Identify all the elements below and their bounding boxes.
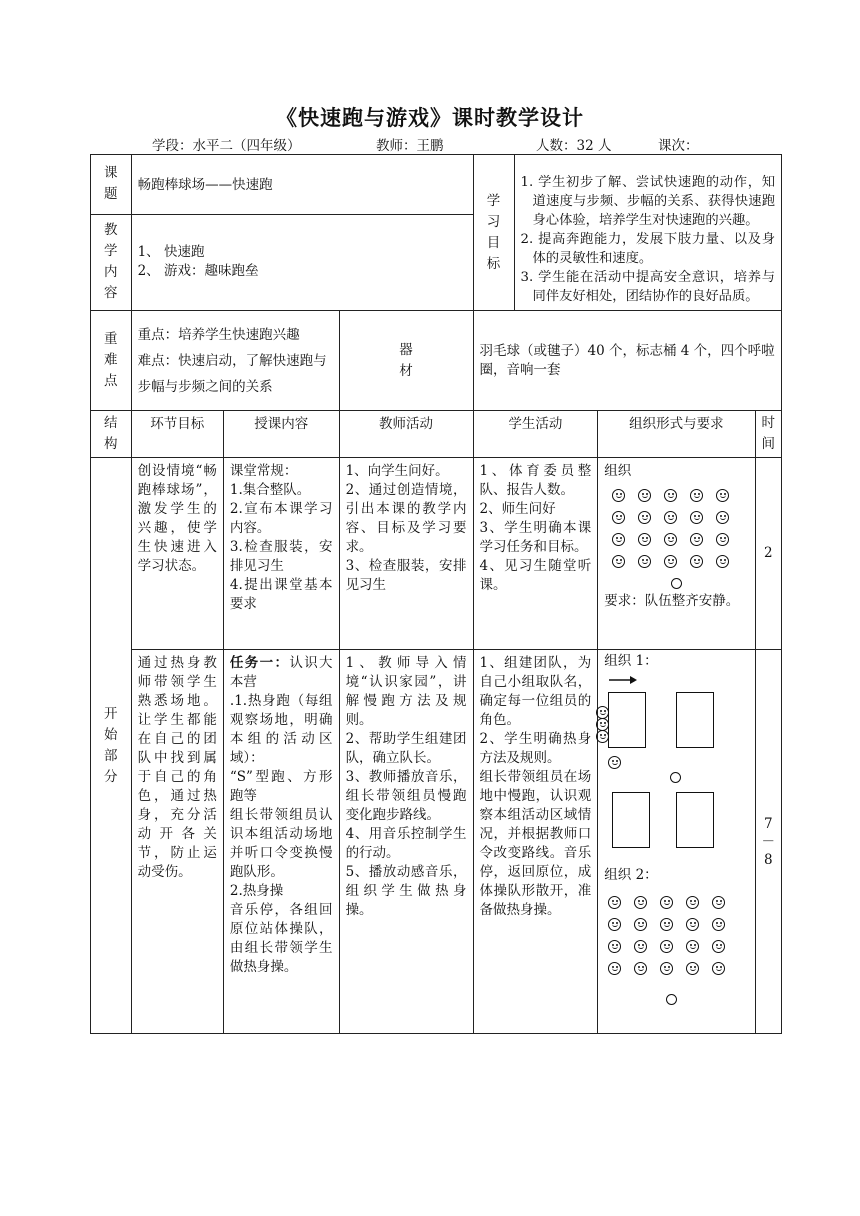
row2-content: 任务一：认识大本营 .1.热身跑（每组观察场地，明确本组的活动区域）： “S”型跑、方形跑等 组长带领组员认识本组活动场地并听口令变换慢跑队形。 2.热身操 音乐停，各组回原位站体操队，由组长带领学生做热身操。 [223, 650, 339, 1034]
smiley-face-icon [660, 896, 673, 909]
smiley-face-icon [686, 918, 699, 931]
equipment-label: 器 材 [339, 311, 473, 411]
smiley-face-icon [612, 555, 625, 568]
goals-label: 学 习 目 标 [474, 155, 515, 310]
section-label: 开 始 部 分 [91, 458, 132, 1034]
smiley-face-icon [716, 533, 729, 546]
row1-content: 课堂常规： 1.集合整队。 2.宣布本课学习内容。 3.检查服装，安排见习生 4.提出课堂基本要求 [223, 458, 339, 650]
key-difficult-points [131, 311, 339, 411]
meta-lesson: 课次： [658, 138, 699, 154]
smiley-face-icon [690, 511, 703, 524]
difficulty-point: 难点：快速启动，了解快速跑与步幅与步频之间的关系 [137, 352, 327, 395]
smiley-face-icon [608, 756, 621, 769]
smiley-face-icon [716, 489, 729, 502]
smiley-face-icon [690, 533, 703, 546]
row2-time: 7 － 8 [755, 650, 781, 1034]
task-label: 任务一： [229, 655, 290, 671]
field-area [612, 792, 650, 848]
student-formation [608, 896, 725, 975]
smiley-face-icon [690, 489, 703, 502]
keypoints-label: 重 难 点 [91, 311, 132, 411]
smiley-face-icon [712, 896, 725, 909]
field-area [608, 692, 646, 748]
meta-stage: 学段：水平二（四年级） [152, 138, 301, 154]
smiley-face-icon [716, 555, 729, 568]
smiley-face-icon [634, 896, 647, 909]
smiley-face-icon [608, 962, 621, 975]
smiley-face-icon [686, 962, 699, 975]
header-content: 授课内容 [223, 411, 339, 458]
row1-goal: 创设情境“畅跑棒球场”，激发学生的兴趣，使学生快速进入学习状态。 [131, 458, 223, 650]
content-item: 1、 快速跑 [137, 244, 205, 261]
smiley-face-icon [690, 555, 703, 568]
org-title: 组织 [604, 463, 632, 479]
smiley-face-icon [634, 918, 647, 931]
field-area [676, 692, 714, 748]
smiley-face-icon [712, 918, 725, 931]
goal-item: 3. 学生能在活动中提高安全意识，培养与同伴友好相处，团结协作的良好品质。 [520, 270, 775, 304]
goal-item: 1. 学生初步了解、尝试快速跑的动作，知道速度与步频、步幅的关系、获得快速跑身心体验，培养学生对快速跑的兴趣。 [520, 175, 775, 228]
header-goal: 环节目标 [131, 411, 223, 458]
smiley-face-icon [712, 962, 725, 975]
smiley-face-icon [608, 940, 621, 953]
org1-title: 组织 1： [604, 653, 658, 669]
smiley-face-icon [686, 940, 699, 953]
smiley-face-icon [612, 511, 625, 524]
smiley-face-icon [638, 489, 651, 502]
content-label: 教 学 内 容 [91, 214, 132, 310]
key-point: 重点：培养学生快速跑兴趣 [137, 326, 300, 343]
smiley-face-icon [664, 489, 677, 502]
lesson-plan-table [90, 154, 782, 1034]
smiley-face-icon [612, 533, 625, 546]
org-note: 要求：队伍整齐安静。 [604, 593, 740, 609]
row1-teacher: 1、向学生问好。 2、通过创造情境，引出本课的教学内容、目标及学习要求。 3、检查服装，安排见习生 [339, 458, 473, 650]
row2-goal: 通过热身教师带领学生熟悉场地。让学生都能在自己的团队中找到属于自己的角色，通过热身，充分活动开各关节，防止运动受伤。 [131, 650, 223, 1034]
smiley-face-icon [638, 511, 651, 524]
smiley-face-icon [664, 511, 677, 524]
smiley-face-icon [608, 896, 621, 909]
row1-student: 1、体育委员整队、报告人数。 2、师生问好 3、学生明确本课学习任务和目标。 4、见习生随堂听课。 [473, 458, 598, 650]
goal-item: 2. 提高奔跑能力，发展下肢力量、以及身体的灵敏性和速度。 [520, 232, 775, 266]
smiley-face-icon [664, 533, 677, 546]
smiley-face-icon [716, 511, 729, 524]
smiley-face-icon [638, 555, 651, 568]
header-student: 学生活动 [473, 411, 598, 458]
content-item: 2、 游戏：趣味跑垒 [137, 263, 259, 280]
meta-teacher: 教师：王鹏 [376, 138, 444, 154]
student-formation [612, 489, 748, 568]
smiley-face-icon [634, 962, 647, 975]
field-area [676, 792, 714, 848]
row2-org [598, 650, 755, 1034]
row1-org [598, 458, 755, 650]
smiley-face-icon [660, 918, 673, 931]
header-structure: 结 构 [91, 411, 132, 458]
meta-count: 人数：32 人 [536, 138, 612, 154]
topic: 畅跑棒球场——快速跑 [131, 155, 473, 215]
smiley-face-icon [638, 533, 651, 546]
smiley-face-icon [660, 940, 673, 953]
row2-teacher: 1、教师导入情境“认识家园”，讲解慢跑方法及规则。 2、帮助学生组建团队，确立队长。 3、教师播放音乐，组长带领组员慢跑变化跑步路线。 4、用音乐控制学生的行动。 5、播放动感音乐，组织学生做热身操。 [339, 650, 473, 1034]
teacher-circle-icon [671, 578, 682, 589]
smiley-face-icon [712, 940, 725, 953]
row2-student: 1、组建团队，为自己小组取队名，确定每一位组员的角色。 2、学生明确热身方法及规则。 组长带领组员在场地中慢跑，认识观察本组活动区域情况，并根据教师口令改变路线。音乐停，返回原位，成体操队形散开，准备做热身操。 [473, 650, 598, 1034]
header-teacher: 教师活动 [339, 411, 473, 458]
arrow-right-icon [608, 674, 638, 686]
org2-title: 组织 2： [604, 867, 658, 883]
header-org: 组织形式与要求 [598, 411, 755, 458]
smiley-face-icon [634, 940, 647, 953]
header-time: 时 间 [755, 411, 781, 458]
smiley-face-icon [660, 962, 673, 975]
topic-label: 课 题 [91, 155, 132, 215]
smiley-face-icon [686, 896, 699, 909]
learning-goals [514, 155, 781, 310]
teaching-content [131, 214, 473, 310]
row1-time: 2 [755, 458, 781, 650]
smiley-face-icon [664, 555, 677, 568]
teacher-circle-icon [666, 994, 677, 1005]
smiley-face-icon [612, 489, 625, 502]
smiley-face-icon [608, 918, 621, 931]
page-title: 《快速跑与游戏》课时教学设计 [276, 105, 584, 130]
teacher-circle-icon [670, 772, 681, 783]
equipment: 羽毛球（或毽子）40 个，标志桶 4 个，四个呼啦圈，音响一套 [473, 311, 782, 411]
